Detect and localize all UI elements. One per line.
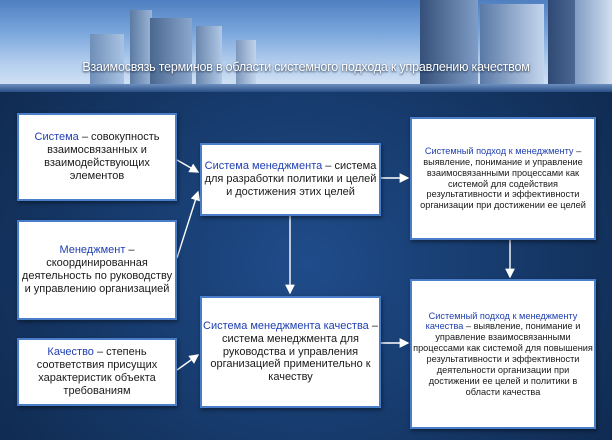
box-sistema-menedzhmenta-kachestva bbox=[200, 296, 381, 408]
definition-sistema: – совокупность взаимосвязанных и взаимодействующих элементов bbox=[44, 131, 160, 182]
definition-sistemny-podkhod-kachestvo: – выявление, понимание и управление взаимосвязанными процессами как системой для повышения результативности и эффективности деятельности организации при достижении ее целей и политики в области качества bbox=[413, 321, 593, 397]
term-menedzhment: Менеджмент bbox=[59, 244, 126, 257]
term-sistemny-podkhod: Системный подход к менеджменту bbox=[424, 145, 574, 156]
box-sistemny-podkhod-kachestvo bbox=[410, 279, 596, 429]
term-sistema-menedzhmenta-kachestva: Система менеджмента качества bbox=[203, 319, 369, 332]
definition-sistema-menedzhmenta-kachestva: – система менеджмента для руководства и управления организацией применительно к качеству bbox=[210, 319, 378, 384]
box-kachestvo bbox=[17, 338, 177, 406]
term-sistema-menedzhmenta: Система менеджмента bbox=[204, 160, 323, 173]
box-sistemny-podkhod bbox=[410, 117, 596, 240]
definition-sistema-menedzhmenta: – система для разработки политики и целей и достижения этих целей bbox=[204, 160, 377, 198]
box-sistema-menedzhmenta bbox=[200, 143, 381, 216]
arrow-sistema-to-sistema-menedzhmenta bbox=[177, 160, 198, 172]
definition-sistemny-podkhod: – выявление, понимание и управление взаимосвязанными процессами как системой для содействия результативности и эффективности организации при достижении ее целей bbox=[420, 145, 586, 211]
definition-menedzhment: – скоординированная деятельность по руководству и управлению организацией bbox=[21, 244, 173, 295]
arrow-menedzhment-to-sistema-menedzhmenta bbox=[177, 192, 198, 258]
page-title: Взаимосвязь терминов в области системного подхода к управлению качеством bbox=[82, 60, 530, 74]
term-sistemny-podkhod-kachestvo: Системный подход к менеджменту качества bbox=[425, 310, 578, 332]
box-menedzhment bbox=[17, 220, 177, 320]
term-kachestvo: Качество bbox=[47, 346, 94, 359]
box-sistema bbox=[17, 113, 177, 201]
term-sistema: Система bbox=[34, 131, 79, 144]
definition-kachestvo: – степень соответствия присущих характеристик объекта требованиям bbox=[36, 346, 158, 397]
arrow-kachestvo-to-smk bbox=[177, 355, 198, 370]
